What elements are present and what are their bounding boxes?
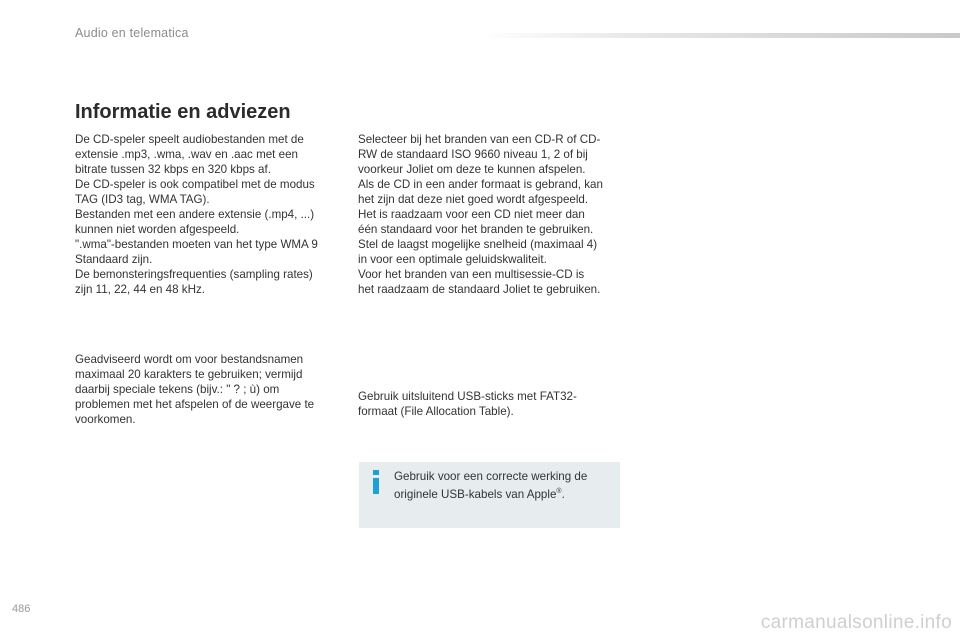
info-text-line-2: originele USB-kabels van Apple	[394, 487, 557, 501]
watermark: carmanualsonline.info	[760, 612, 952, 633]
info-box-text	[394, 469, 614, 502]
page-number: 486	[12, 603, 31, 615]
registered-mark: ®	[556, 488, 562, 495]
right-paragraph-cd-burning: Selecteer bij het branden van een CD-R of CD- RW de standaard ISO 9660 niveau 1, 2 of bij voorkeur Joliet om deze te kunnen afspelen. Als de CD in een ander formaat is gebrand, kan het zijn dat deze niet goed wordt afgespeeld. Het is raadzaam voor een CD niet meer dan één standaard voor het branden te gebruiken. Stel de laagst mogelijke snelheid (maximaal 4) in voor een optimale geluidskwaliteit. Voor het branden van een multisessie-CD is het raadzaam de standaard Joliet te gebruiken.	[358, 133, 603, 296]
info-text-end: .	[561, 487, 565, 501]
left-paragraph-file-formats: De CD-speler speelt audiobestanden met de extensie .mp3, .wma, .wav en .aac met een bitrate tussen 32 kbps en 320 kbps af. De CD-speler is ook compatibel met de modus TAG (ID3 tag, WMA TAG). Bestanden met een andere extensie (.mp4, ...) kunnen niet worden afgespeeld. ".wma"-bestanden moeten van het type WMA 9 Standaard zijn. De bemonsteringsfrequenties (sampling rates) zijn 11, 22, 44 en 48 kHz.	[75, 133, 318, 296]
right-paragraph-usb-format: Gebruik uitsluitend USB-sticks met FAT32- formaat (File Allocation Table).	[358, 390, 577, 418]
section-header-title: Audio en telematica	[75, 26, 189, 40]
left-paragraph-file-names: Geadviseerd wordt om voor bestandsnamen maximaal 20 karakters te gebruiken; vermijd daarbij speciale tekens (bijv.: " ? ; ù) om problemen met het afspelen of de weergave te voorkomen.	[75, 353, 315, 426]
info-text-line-1: Gebruik voor een correcte werking de	[394, 470, 588, 483]
page-title: Informatie en adviezen	[75, 101, 291, 123]
info-icon	[369, 470, 383, 494]
header-divider-bar	[480, 33, 960, 38]
